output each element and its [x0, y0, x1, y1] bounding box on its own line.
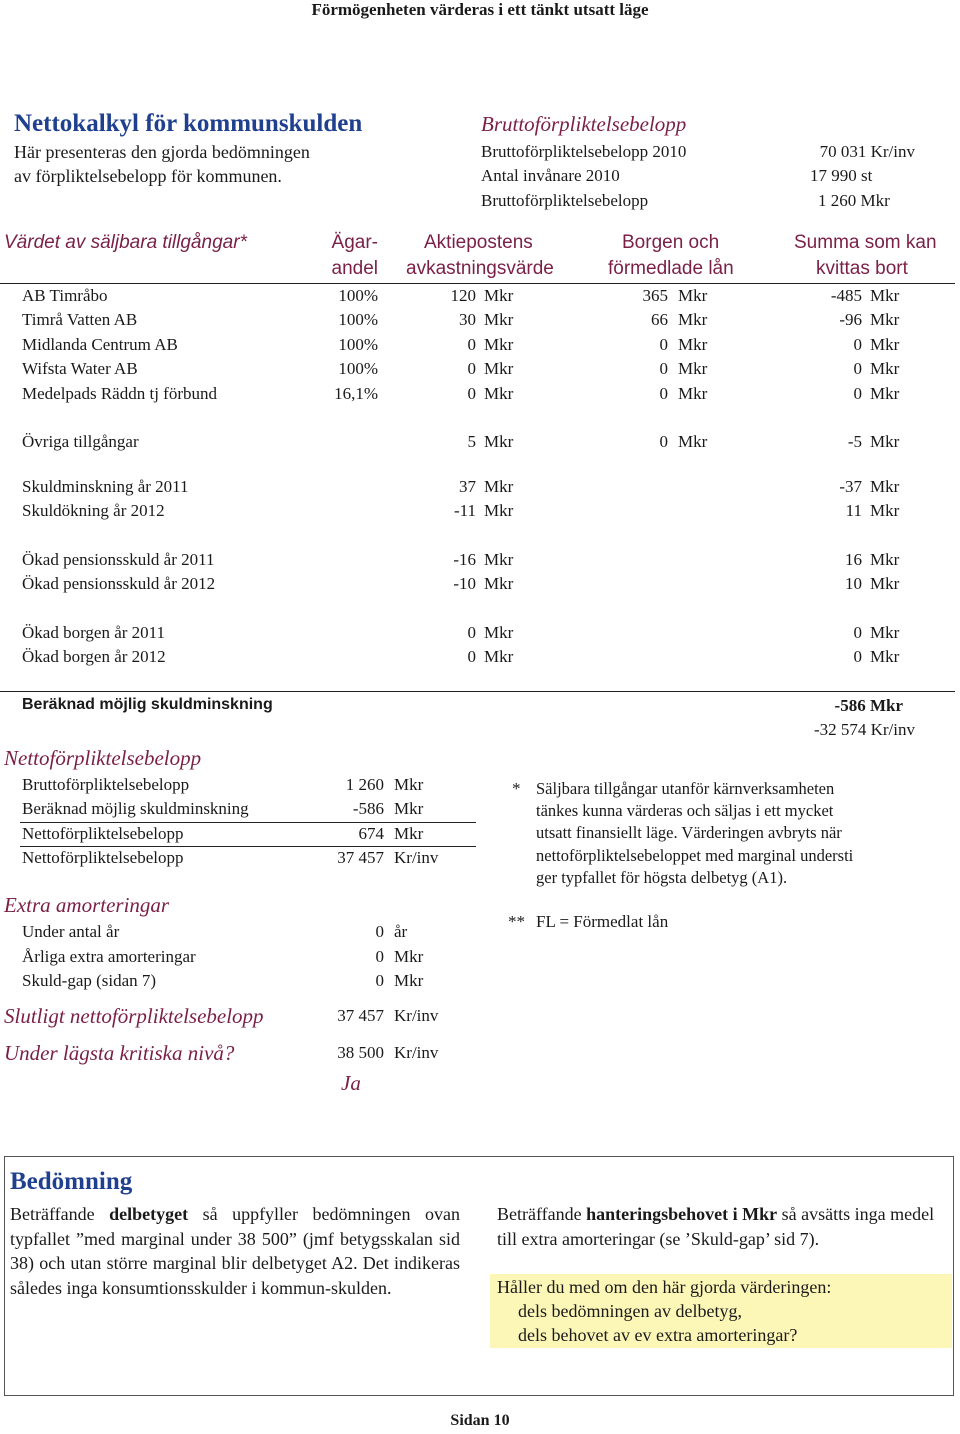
item-label: Årliga extra amorteringar: [22, 947, 196, 966]
header-yield-1: Aktiepostens: [424, 232, 533, 253]
row-yield: 0: [467, 647, 476, 666]
row-yield: 120: [450, 286, 476, 305]
row-yield: -10: [453, 574, 476, 593]
note-2-marker: **: [508, 912, 525, 931]
header-owner-2: andel: [331, 258, 378, 279]
item-label: Beräknad möjlig skuldminskning: [22, 799, 249, 818]
row-guarantee-unit: Mkr: [678, 310, 708, 329]
item-unit: Mkr: [394, 799, 424, 818]
table-row: [0, 286, 960, 310]
row-sum-unit: Mkr: [870, 477, 900, 496]
total-rule: [0, 691, 955, 692]
row-guarantee: 365: [642, 286, 668, 305]
row-guarantee-unit: Mkr: [678, 384, 708, 403]
item-unit: Mkr: [394, 775, 424, 794]
note-2-text: FL = Förmedlat lån: [536, 912, 669, 931]
row-yield: -11: [453, 501, 476, 520]
item-label: Under antal år: [22, 922, 120, 941]
row-ownership: 100%: [338, 286, 378, 305]
row-guarantee: 66: [651, 310, 668, 329]
row-yield-unit: Mkr: [484, 432, 514, 451]
row-name: Wifsta Water AB: [22, 359, 138, 378]
row-sum: -96: [839, 310, 862, 329]
row-sum: 0: [853, 384, 862, 403]
list-item: [0, 922, 480, 946]
header-sum-1: Summa som kan: [794, 232, 937, 253]
item-label: Skuld-gap (sidan 7): [22, 971, 157, 990]
page-number: Sidan 10: [450, 1412, 510, 1429]
row-yield: 0: [467, 335, 476, 354]
brutto-label-3: Bruttoförpliktelsebelopp: [481, 191, 649, 210]
row-yield-unit: Mkr: [484, 384, 514, 403]
left-text-1: Beträffande: [10, 1204, 110, 1224]
critical-unit: Kr/inv: [394, 1043, 439, 1062]
table-row: [0, 574, 960, 598]
item-unit: Mkr: [394, 947, 424, 966]
row-sum-unit: Mkr: [870, 384, 900, 403]
row-sum-unit: Mkr: [870, 335, 900, 354]
item-unit: år: [394, 922, 408, 941]
row-guarantee-unit: Mkr: [678, 359, 708, 378]
final-label: Slutligt nettoförpliktelsebelopp: [4, 1004, 264, 1028]
brutto-label-2: Antal invånare 2010: [481, 166, 620, 185]
row-sum: 11: [845, 501, 862, 520]
list-item: [0, 848, 480, 872]
table-header-rule: [0, 283, 955, 284]
row-name: Ökad borgen år 2012: [22, 647, 166, 666]
note-1-line: ger typfallet för högsta delbetyg (A1).: [536, 868, 788, 887]
item-value: 0: [375, 947, 384, 966]
intro-line-2: av förpliktelsebelopp för kommunen.: [14, 166, 282, 186]
row-sum-unit: Mkr: [870, 647, 900, 666]
right-text-bold: hanteringsbehovet i Mkr: [586, 1204, 778, 1224]
table-row: [0, 501, 960, 525]
item-value: 1 260: [345, 775, 384, 794]
row-yield: 0: [467, 623, 476, 642]
row-name: Skuldökning år 2012: [22, 501, 165, 520]
list-item: [0, 799, 480, 823]
row-sum-unit: Mkr: [870, 432, 900, 451]
question-line-2: dels bedömningen av delbetyg,: [518, 1301, 742, 1321]
row-yield-unit: Mkr: [484, 623, 514, 642]
header-sum-2: kvittas bort: [816, 258, 908, 279]
header-yield-2: avkastningsvärde: [406, 258, 554, 279]
row-guarantee-unit: Mkr: [678, 286, 708, 305]
row-name: Ökad pensionsskuld år 2012: [22, 574, 216, 593]
total-value: -586 Mkr: [834, 696, 903, 715]
row-guarantee: 0: [659, 359, 668, 378]
row-guarantee-unit: Mkr: [678, 432, 708, 451]
row-name: Skuldminskning år 2011: [22, 477, 189, 496]
item-label: Nettoförpliktelsebelopp: [22, 848, 184, 867]
row-yield-unit: Mkr: [484, 310, 514, 329]
header-guarantee-2: förmedlade lån: [608, 258, 734, 279]
row-sum: -485: [830, 286, 862, 305]
header-guarantee-1: Borgen och: [622, 232, 720, 253]
row-guarantee: 0: [659, 384, 668, 403]
table-row-other: [0, 432, 960, 456]
row-yield: 0: [467, 359, 476, 378]
left-text-bold: delbetyget: [109, 1204, 189, 1224]
brutto-title: Bruttoförpliktelsebelopp: [481, 112, 687, 136]
brutto-value-1: 70 031 Kr/inv: [819, 142, 915, 161]
row-ownership: 100%: [338, 359, 378, 378]
row-ownership: 100%: [338, 310, 378, 329]
table-row: [0, 310, 960, 334]
table-row: [0, 477, 960, 501]
critical-label: Under lägsta kritiska nivå?: [4, 1041, 235, 1065]
row-ownership: 16,1%: [334, 384, 378, 403]
critical-answer: Ja: [341, 1071, 361, 1095]
item-unit: Kr/inv: [394, 848, 439, 867]
row-sum-unit: Mkr: [870, 501, 900, 520]
item-value: -586: [352, 799, 384, 818]
item-label: Bruttoförpliktelsebelopp: [22, 775, 190, 794]
list-item: [0, 971, 480, 995]
item-value: 37 457: [337, 848, 384, 867]
list-item: [0, 947, 480, 971]
list-item: [0, 775, 480, 799]
item-unit: Mkr: [394, 971, 424, 990]
row-sum-unit: Mkr: [870, 286, 900, 305]
note-1-line: utsatt finansiellt läge. Värderingen avbryts när: [536, 823, 842, 842]
row-yield-unit: Mkr: [484, 335, 514, 354]
row-name: Timrå Vatten AB: [22, 310, 138, 329]
row-sum-unit: Mkr: [870, 359, 900, 378]
row-yield: 0: [467, 384, 476, 403]
row-sum: 0: [853, 623, 862, 642]
row-sum-unit: Mkr: [870, 574, 900, 593]
row-sum: 10: [845, 574, 862, 593]
row-name: Övriga tillgångar: [22, 432, 139, 451]
note-1-line: nettoförpliktelsebeloppet med marginal understi: [536, 846, 854, 865]
row-name: Ökad pensionsskuld år 2011: [22, 550, 215, 569]
question-line-1: Håller du med om den här gjorda värderingen:: [497, 1277, 832, 1297]
brutto-label-1: Bruttoförpliktelsebelopp 2010: [481, 142, 687, 161]
row-name: Medelpads Räddn tj förbund: [22, 384, 217, 403]
row-yield-unit: Mkr: [484, 477, 514, 496]
assessment-left-text: [10, 1202, 460, 1300]
total-per-inv: -32 574 Kr/inv: [813, 720, 915, 739]
brutto-value-3: 1 260 Mkr: [818, 191, 890, 210]
note-1-line: Säljbara tillgångar utanför kärnverksamheten: [536, 779, 835, 798]
table-row: [0, 623, 960, 647]
row-yield: 37: [459, 477, 476, 496]
list-item: [0, 824, 480, 848]
row-name: AB Timråbo: [22, 286, 108, 305]
row-sum-unit: Mkr: [870, 310, 900, 329]
row-yield-unit: Mkr: [484, 359, 514, 378]
note-1-line: tänkes kunna värderas och säljas i ett mycket: [536, 801, 834, 820]
netto-rule-1: [20, 822, 476, 823]
row-yield-unit: Mkr: [484, 501, 514, 520]
assessment-right-text: [497, 1202, 949, 1251]
row-yield-unit: Mkr: [484, 574, 514, 593]
row-sum-unit: Mkr: [870, 550, 900, 569]
table-title: Värdet av säljbara tillgångar*: [4, 232, 247, 253]
row-guarantee: 0: [659, 335, 668, 354]
netto-rule-2: [20, 846, 476, 847]
row-yield: 30: [459, 310, 476, 329]
table-row: [0, 359, 960, 383]
row-sum: 0: [853, 647, 862, 666]
section-title-nettokalkyl: Nettokalkyl för kommunskulden: [14, 110, 363, 137]
item-unit: Mkr: [394, 824, 424, 843]
row-sum: 0: [853, 335, 862, 354]
final-unit: Kr/inv: [394, 1006, 439, 1025]
row-ownership: 100%: [338, 335, 378, 354]
row-yield: -16: [453, 550, 476, 569]
table-row: [0, 647, 960, 671]
table-row: [0, 335, 960, 359]
right-text-2: så avsätts inga medel till extra amorteringar (se ’Skuld-gap’ sid 7).: [497, 1204, 935, 1249]
item-label: Nettoförpliktelsebelopp: [22, 824, 184, 843]
row-yield: 5: [467, 432, 476, 451]
item-value: 0: [375, 971, 384, 990]
row-guarantee-unit: Mkr: [678, 335, 708, 354]
intro-line-1: Här presenteras den gjorda bedömningen: [14, 142, 310, 162]
brutto-value-2: 17 990 st: [810, 166, 873, 185]
row-sum: -37: [839, 477, 862, 496]
table-row: [0, 550, 960, 574]
total-label: Beräknad möjlig skuldminskning: [22, 696, 273, 713]
row-sum: 16: [845, 550, 862, 569]
header-owner-1: Ägar-: [331, 232, 378, 253]
right-text-1: Beträffande: [497, 1204, 587, 1224]
row-yield-unit: Mkr: [484, 647, 514, 666]
extra-title: Extra amorteringar: [4, 893, 170, 917]
netto-title: Nettoförpliktelsebelopp: [4, 746, 202, 770]
critical-value: 38 500: [337, 1043, 384, 1062]
note-1-marker: *: [512, 779, 521, 798]
row-name: Midlanda Centrum AB: [22, 335, 178, 354]
left-text-2: så uppfyller bedömningen ovan typfallet ”med marginal under 38 500” (jmf betygsskalan sid 38) och utan större marginal blir delbetyget A2. Det indikeras således inga konsumtionsskulder i kommun-skulden.: [10, 1204, 460, 1298]
row-sum-unit: Mkr: [870, 623, 900, 642]
row-guarantee: 0: [659, 432, 668, 451]
question-line-3: dels behovet av ev extra amorteringar?: [518, 1325, 798, 1345]
row-yield-unit: Mkr: [484, 550, 514, 569]
row-sum: -5: [847, 432, 862, 451]
assessment-title: Bedömning: [10, 1168, 133, 1195]
row-sum: 0: [853, 359, 862, 378]
item-value: 674: [358, 824, 384, 843]
row-yield-unit: Mkr: [484, 286, 514, 305]
table-row: [0, 384, 960, 408]
running-header: Förmögenheten värderas i ett tänkt utsatt läge: [311, 0, 649, 19]
final-value: 37 457: [337, 1006, 384, 1025]
item-value: 0: [375, 922, 384, 941]
row-name: Ökad borgen år 2011: [22, 623, 166, 642]
